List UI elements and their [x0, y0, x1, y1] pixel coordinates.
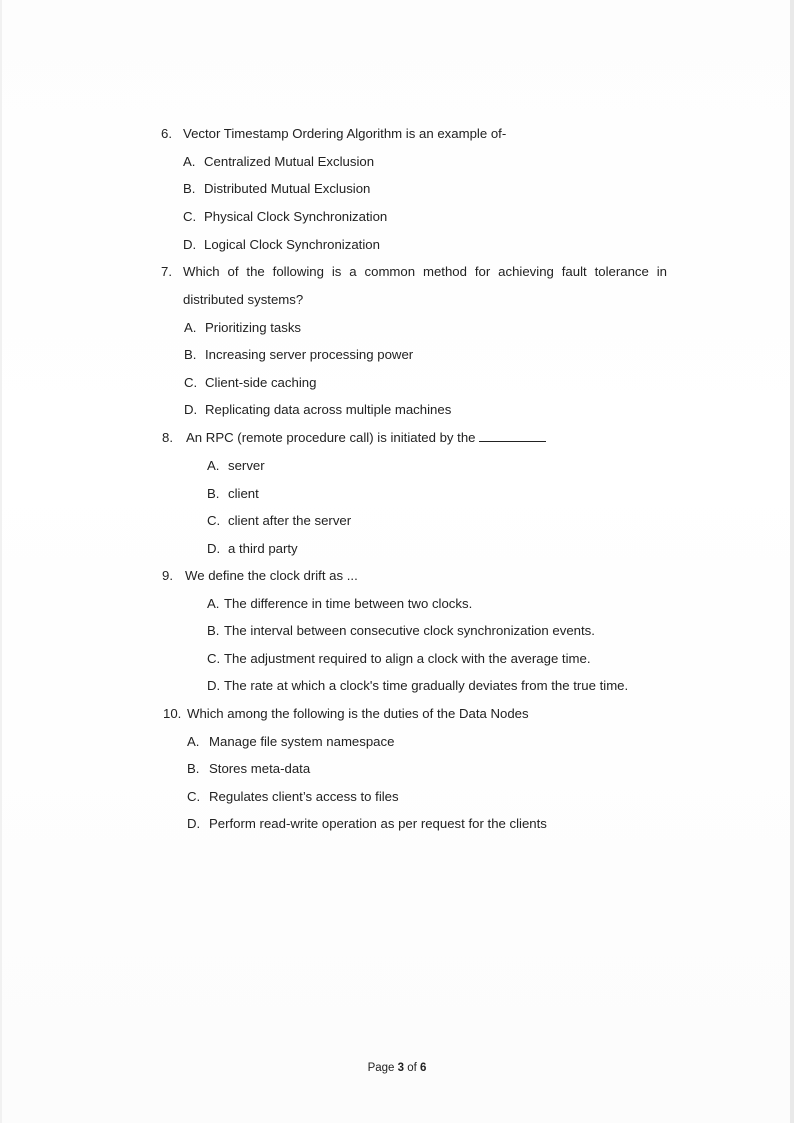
option-letter: D. [184, 402, 198, 417]
option-6b [183, 181, 370, 197]
page-current: 3 [397, 1062, 405, 1074]
option-6c [183, 209, 387, 225]
option-text: Replicating data across multiple machines [205, 402, 452, 417]
option-text: Increasing server processing power [205, 347, 414, 362]
option-letter: B. [187, 761, 200, 776]
question-6 [161, 126, 506, 142]
option-text: The adjustment required to align a clock with the average time. [224, 651, 591, 666]
question-text: An RPC (remote procedure call) is initiated by the [186, 430, 476, 445]
option-letter: A. [187, 734, 200, 749]
question-7-text-line2: distributed systems? [183, 292, 304, 307]
question-number: 10. [163, 706, 182, 721]
option-10a [187, 734, 394, 750]
question-number: 8. [162, 430, 173, 445]
option-letter: C. [183, 209, 197, 224]
question-text: Vector Timestamp Ordering Algorithm is an example of- [183, 126, 507, 141]
option-10b [187, 761, 310, 777]
page-total: 6 [420, 1062, 427, 1074]
option-text: Client-side caching [205, 375, 317, 390]
option-letter: C. [184, 375, 198, 390]
option-letter: A. [207, 458, 220, 473]
option-text: client [228, 486, 259, 501]
option-letter: A. [183, 154, 196, 169]
page-footer [0, 1061, 794, 1075]
option-9b [207, 623, 595, 639]
option-text: Perform read-write operation as per request for the clients [209, 816, 547, 831]
question-text: We define the clock drift as ... [185, 568, 358, 583]
question-text: Which among the following is the duties of the Data Nodes [187, 706, 529, 721]
option-7d [184, 402, 451, 418]
option-text: Distributed Mutual Exclusion [204, 181, 371, 196]
option-text: Physical Clock Synchronization [204, 209, 388, 224]
option-6a [183, 154, 374, 170]
option-text: a third party [228, 541, 298, 556]
option-text: Manage file system namespace [209, 734, 395, 749]
option-text: The interval between consecutive clock synchronization events. [224, 623, 595, 638]
option-8c [207, 513, 351, 529]
option-text: The difference in time between two clocks. [224, 596, 473, 611]
option-letter: A. [184, 320, 197, 335]
scan-edge-right [790, 0, 794, 1123]
option-letter: B. [207, 623, 220, 638]
option-letter: B. [207, 486, 220, 501]
option-9c [207, 651, 591, 667]
option-letter: C. [207, 651, 221, 666]
option-letter: D. [207, 541, 221, 556]
option-9d [207, 678, 628, 694]
option-letter: D. [207, 678, 221, 693]
scan-edge-left [0, 0, 2, 1123]
option-letter: C. [207, 513, 221, 528]
option-text: Logical Clock Synchronization [204, 237, 380, 252]
option-letter: D. [187, 816, 201, 831]
option-10c [187, 789, 399, 805]
option-7c [184, 375, 316, 391]
option-text: The rate at which a clock's time gradually deviates from the true time. [224, 678, 629, 693]
option-8a [207, 458, 265, 474]
question-9 [162, 568, 358, 584]
option-text: server [228, 458, 265, 473]
question-7-text-line1: Which of the following is a common method for achieving fault tolerance in [183, 264, 667, 279]
option-text: Centralized Mutual Exclusion [204, 154, 375, 169]
question-10 [163, 706, 529, 722]
option-text: Stores meta-data [209, 761, 311, 776]
option-text: Prioritizing tasks [205, 320, 302, 335]
option-9a [207, 596, 472, 612]
option-letter: B. [183, 181, 196, 196]
page-label: Page [367, 1062, 395, 1074]
question-number: 7. [161, 264, 172, 279]
option-letter: D. [183, 237, 197, 252]
option-text: Regulates client’s access to files [209, 789, 399, 804]
question-number: 9. [162, 568, 173, 583]
question-7-number [161, 264, 172, 280]
option-7b [184, 347, 413, 363]
option-letter: A. [207, 596, 220, 611]
question-8 [162, 430, 546, 446]
answer-blank [479, 431, 546, 442]
option-letter: B. [184, 347, 197, 362]
option-letter: C. [187, 789, 201, 804]
option-10d [187, 816, 547, 832]
question-number: 6. [161, 126, 172, 141]
option-8d [207, 541, 298, 557]
option-text: client after the server [228, 513, 352, 528]
option-7a [184, 320, 301, 336]
page-of: of [407, 1062, 417, 1074]
option-6d [183, 237, 380, 253]
option-8b [207, 486, 259, 502]
